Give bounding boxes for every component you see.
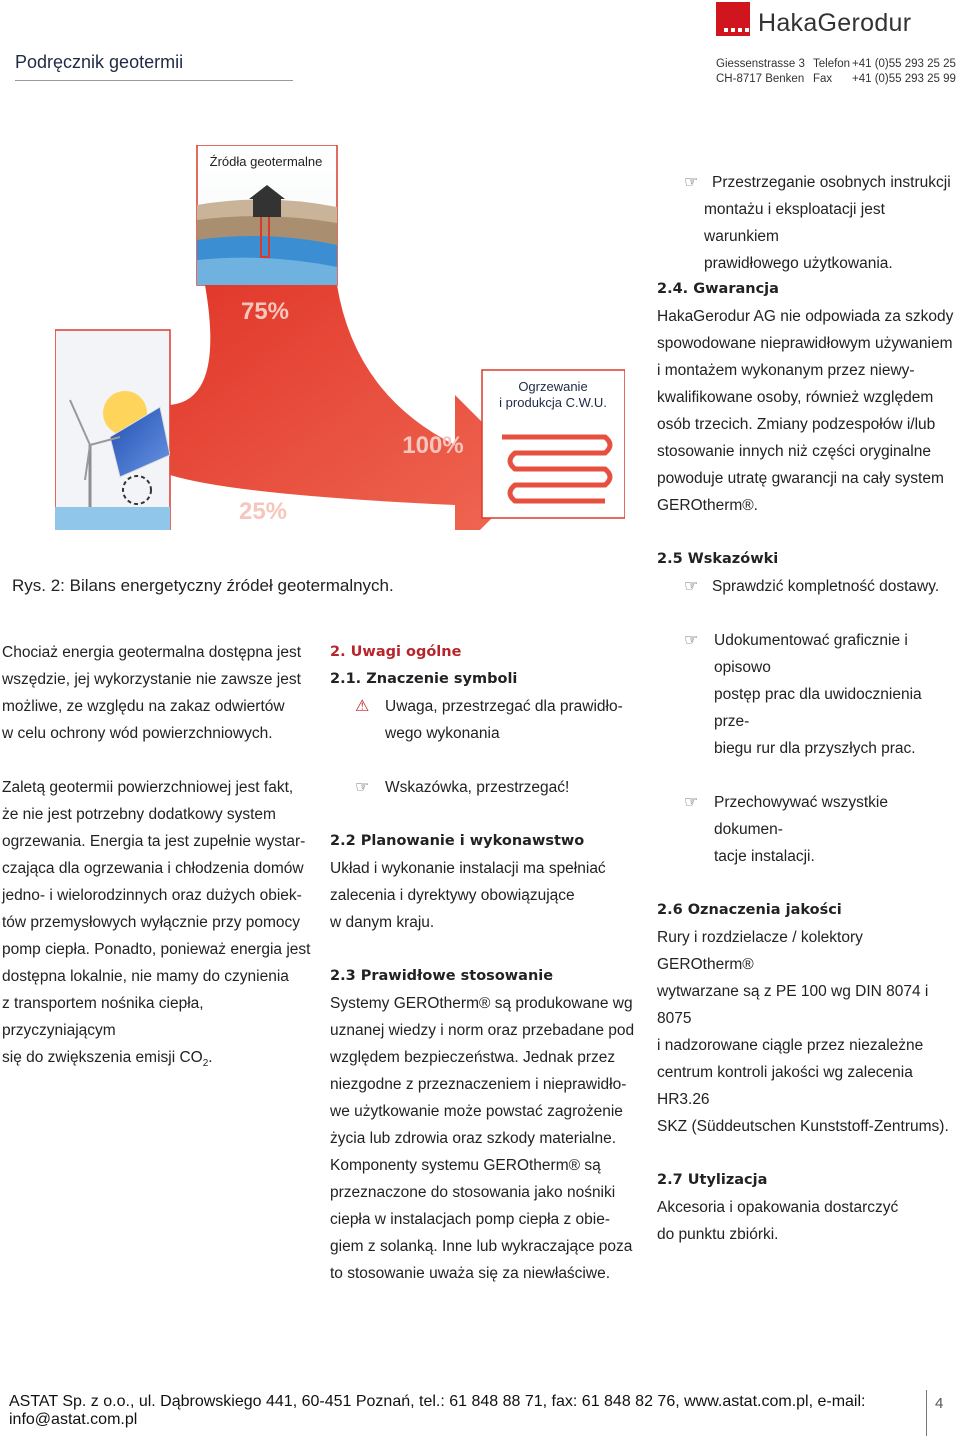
phone-number: +41 (0)55 293 25 25: [852, 58, 956, 70]
usage-line: to stosowanie uważa się za niewłaściwe.: [330, 1265, 610, 1282]
address-block: [716, 57, 805, 87]
section-hints: [657, 546, 960, 600]
bullet-line: postęp prac dla uwidocznienia prze-: [714, 686, 922, 730]
usage-line: niezgodne z przeznaczeniem i nieprawidło-: [330, 1076, 627, 1093]
energy-balance-illustration: [55, 145, 625, 530]
warranty-line: GEROtherm®.: [657, 497, 758, 514]
advantage-line: tów przemysłowych wyłącznie przy pomocy: [2, 914, 301, 931]
usage-line: Komponenty systemu GEROtherm® są: [330, 1157, 601, 1174]
page-number: 4: [935, 1395, 944, 1412]
usage-line: giem z solanką. Inne lub wykraczające poza: [330, 1238, 633, 1255]
warranty-line: osób trzecich. Zmiany podzespołów i/lub: [657, 416, 936, 433]
warranty-line: powoduje utratę gwarancji na cały system: [657, 470, 944, 487]
usage-line: uznanej wiedzy i norm oraz przebadane pod: [330, 1022, 635, 1039]
hint-text: Sprawdzić kompletność dostawy.: [712, 578, 940, 595]
warranty-line: HakaGerodur AG nie odpowiada za szkody: [657, 308, 954, 325]
warning-symbol-entry: [330, 693, 635, 747]
label-percent-100: 100%: [402, 432, 464, 459]
footer-contact: ASTAT Sp. z o.o., ul. Dąbrowskiego 441, 60-451 Poznań, tel.: 61 848 88 71, fax: 61 848 82 76, www.astat.com.pl, e-mail: info@astat.com.pl: [9, 1393, 866, 1428]
usage-line: Systemy GEROtherm® są produkowane wg: [330, 995, 633, 1012]
hint-symbol-entry: [330, 774, 635, 801]
hint-symbol-text: Wskazówka, przestrzegać!: [385, 779, 570, 796]
intro-line: w celu ochrony wód powierzchniowych.: [2, 725, 273, 742]
advantage-line: czająca dla ogrzewania i chłodzenia domów: [2, 860, 304, 877]
warranty-line: i montażem wykonanym przez niewy-: [657, 362, 915, 379]
contact-values: [852, 57, 956, 87]
warranty-line: kwalifikowane osoby, również względem: [657, 389, 934, 406]
intro-line: wszędzie, jej wykorzystanie nie zawsze jest: [2, 671, 301, 688]
co2-subscript: 2: [202, 1058, 209, 1070]
intro-column: [2, 639, 312, 1077]
note-line-1: Przestrzeganie osobnych instrukcji: [712, 174, 951, 191]
planning-line: Układ i wykonanie instalacji ma spełniać: [330, 860, 606, 877]
section-2-1-heading: 2.1. Znaczenie symboli: [330, 671, 518, 687]
usage-line: we użytkowanie może powstać zagrożenie: [330, 1103, 623, 1120]
phone-label: Telefon: [813, 58, 851, 70]
energy-balance-diagram: [55, 145, 625, 530]
address-line-2: CH-8717 Benken: [716, 73, 805, 85]
advantage-last-line: [2, 1044, 312, 1077]
quality-line: centrum kontroli jakości wg zalecenia HR3.26: [657, 1064, 913, 1108]
contact-labels: [813, 57, 850, 87]
section-2-5-heading: 2.5 Wskazówki: [657, 551, 779, 567]
intro-line: Chociaż energia geotermalna dostępna jest: [2, 644, 301, 661]
intro-line: możliwe, ze względu na zakaz odwiertów: [2, 698, 285, 715]
advantage-line: ogrzewania. Energia ta jest zupełnie wystar-: [2, 833, 306, 850]
figure-caption: Rys. 2: Bilans energetyczny źródeł geotermalnych.: [12, 576, 394, 595]
quality-line: wytwarzane są z PE 100 wg DIN 8074 i 8075: [657, 983, 929, 1027]
label-percent-75: 75%: [240, 298, 290, 325]
warranty-line: spowodowane nieprawidłowym używaniem: [657, 335, 953, 352]
section-2-4-heading: 2.4. Gwarancja: [657, 281, 779, 297]
advantage-line: pomp ciepła. Ponadto, ponieważ energia jest: [2, 941, 311, 958]
usage-line: ciepła w instalacjach pomp ciepła z obie-: [330, 1211, 611, 1228]
keep-documentation-bullet: [657, 789, 960, 870]
advantage-line: że nie jest potrzebny dodatkowy system: [2, 806, 276, 823]
label-heating-line-2: i produkcja C.W.U.: [499, 395, 607, 410]
note-bullet: [684, 169, 960, 196]
quality-line: Rury i rozdzielacze / kolektory GEROtherm®: [657, 929, 863, 973]
bullet-line: biegu rur dla przyszłych prac.: [714, 740, 916, 757]
bullet-line: Przechowywać wszystkie dokumen-: [714, 794, 888, 838]
general-notes-column: [330, 639, 635, 1287]
fax-label: Fax: [813, 73, 833, 85]
usage-line: życia lub zdrowia oraz szkody materialne.: [330, 1130, 617, 1147]
emission-text: się do zwiększenia emisji CO: [2, 1049, 203, 1066]
section-2-heading: 2. Uwagi ogólne: [330, 644, 462, 660]
section-warranty: [657, 276, 960, 519]
disposal-line: Akcesoria i opakowania dostarczyć: [657, 1199, 899, 1216]
hint-bullet: [684, 573, 960, 600]
usage-line: przeznaczone do stosowania jako nośniki: [330, 1184, 616, 1201]
quality-line: SKZ (Süddeutschen Kunststoff-Zentrums).: [657, 1118, 949, 1135]
hints-quality-column: [657, 627, 960, 1248]
label-geothermal-sources: Źródła geotermalne: [209, 154, 323, 169]
usage-line: względem bezpieczeństwa. Jednak przez: [330, 1049, 616, 1066]
warranty-line: stosowanie innych niż części oryginalne: [657, 443, 931, 460]
document-title: Podręcznik geotermii: [15, 52, 184, 72]
section-2-2-heading: 2.2 Planowanie i wykonawstwo: [330, 833, 585, 849]
section-2-7-heading: 2.7 Utylizacja: [657, 1172, 768, 1188]
bullet-line: Udokumentować graficznie i opisowo: [714, 632, 908, 676]
pointing-hand-icon: ☞: [684, 578, 699, 595]
sentence-period: .: [208, 1049, 213, 1066]
footer-divider: [926, 1390, 927, 1436]
warning-line-1: Uwaga, przestrzegać dla prawidło-: [385, 698, 623, 715]
bullet-line: tacje instalacji.: [714, 848, 815, 865]
document-progress-bullet: [657, 627, 960, 762]
advantage-line: dostępna lokalnie, nie mamy do czynienia: [2, 968, 289, 985]
pointing-hand-icon: ☞: [684, 632, 699, 649]
brand-logo-dots: [724, 28, 749, 32]
disposal-line: do punktu zbiórki.: [657, 1226, 779, 1243]
address-line-1: Giessenstrasse 3: [716, 58, 805, 70]
header-rule: [15, 80, 293, 81]
planning-line: zalecenia i dyrektywy obowiązujące: [330, 887, 575, 904]
brand-name: HakaGerodur: [758, 9, 912, 37]
quality-line: i nadzorowane ciągle przez niezależne: [657, 1037, 924, 1054]
label-percent-25: 25%: [238, 498, 288, 525]
label-heating-line-1: Ogrzewanie: [518, 379, 588, 394]
pointing-hand-icon: ☞: [684, 174, 699, 191]
planning-line: w danym kraju.: [330, 914, 435, 931]
pointing-hand-icon: ☞: [355, 779, 370, 796]
section-2-3-heading: 2.3 Prawidłowe stosowanie: [330, 968, 554, 984]
advantage-line: jedno- i wielorodzinnych oraz dużych obiek-: [2, 887, 302, 904]
section-2-6-heading: 2.6 Oznaczenia jakości: [657, 902, 842, 918]
advantage-line: Zaletą geotermii powierzchniowej jest fakt,: [2, 779, 294, 796]
fax-number: +41 (0)55 293 25 99: [852, 73, 956, 85]
note-line-3: prawidłowego użytkowania.: [704, 255, 893, 272]
warning-line-2: wego wykonania: [385, 725, 500, 742]
note-line-2: montażu i eksploatacji jest warunkiem: [704, 201, 885, 245]
pointing-hand-icon: ☞: [684, 794, 699, 811]
warning-triangle-icon: ⚠: [355, 698, 370, 715]
advantage-line: z transportem nośnika ciepła, przyczyniającym: [2, 995, 204, 1039]
installation-note: [684, 169, 960, 277]
